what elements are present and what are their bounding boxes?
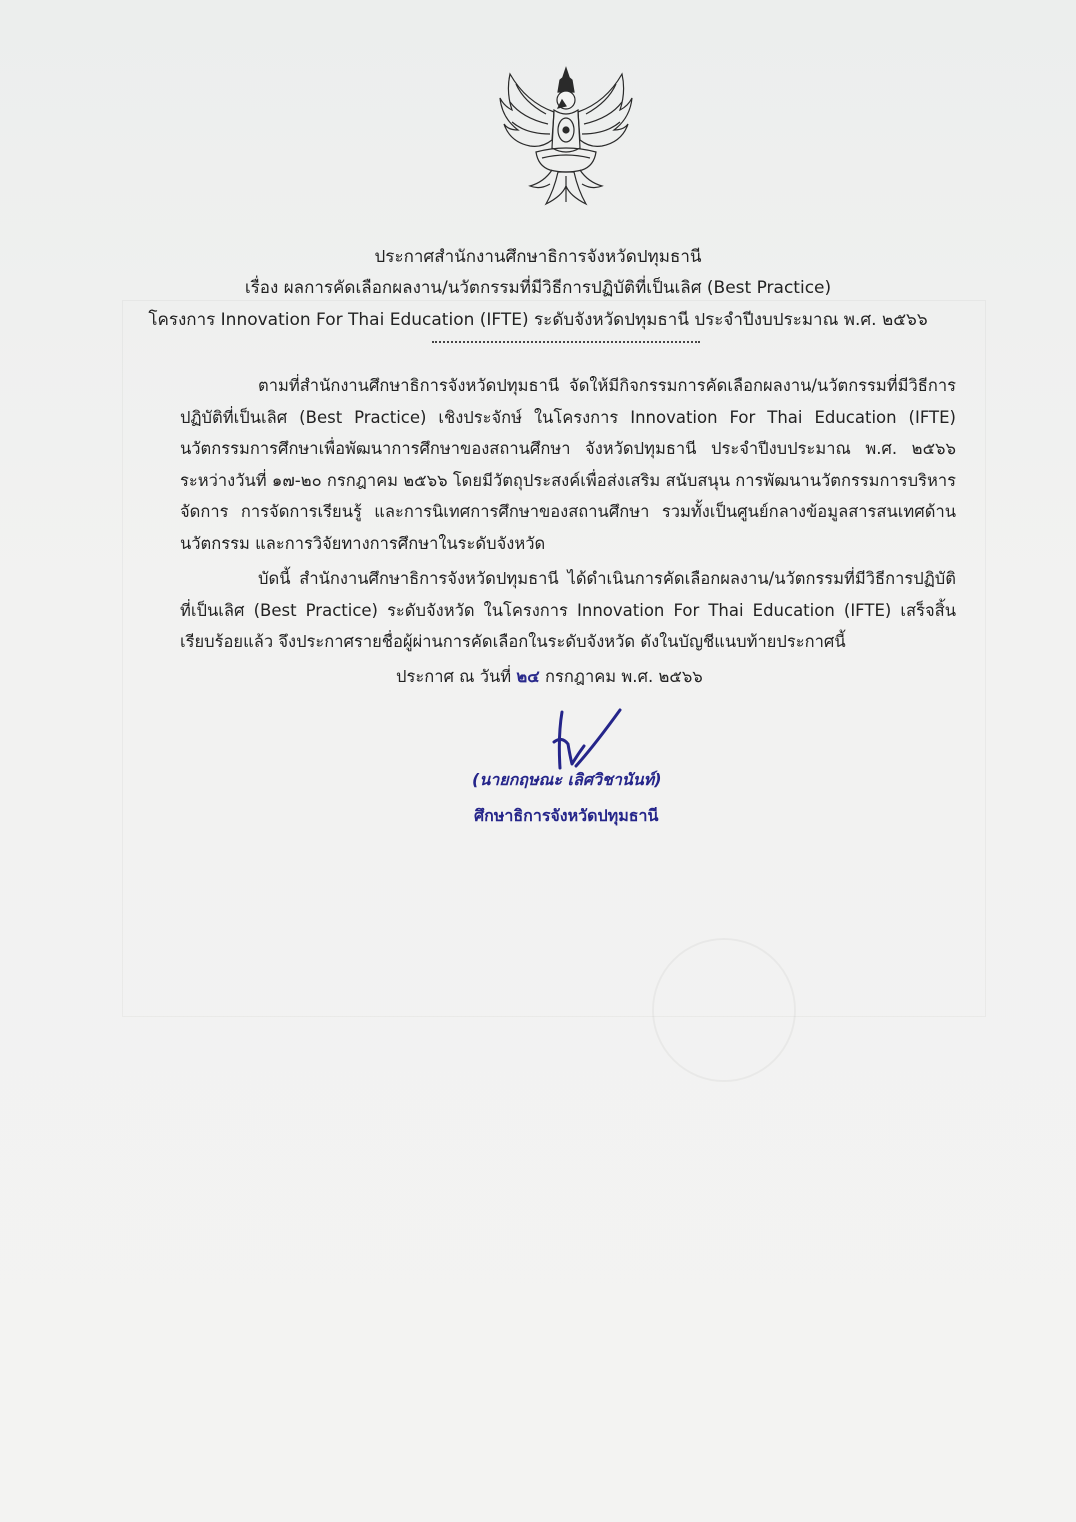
dotted-separator [432, 341, 700, 343]
date-day: ๒๔ [516, 667, 540, 686]
signatory-name: (นายกฤษณะ เลิศวิชานันท์) [472, 770, 662, 789]
bleed-through-seal [652, 938, 796, 1082]
body-paragraph-1: ตามที่สำนักงานศึกษาธิการจังหวัดปทุมธานี จัดให้มีกิจกรรมการคัดเลือกผลงาน/นวัตกรรมที่มีวิธีการปฏิบัติที่เป็นเลิศ (Best Practice) เชิงประจักษ์ ในโครงการ Innovation For Thai Education (IFTE) นวัตกรรมการศึกษาเพื่อพัฒนาการศึกษาของสถานศึกษา จังหวัดปทุมธานี ประจำปีงบประมาณ พ.ศ. ๒๕๖๖ ระหว่างวันที่ ๑๗-๒๐ กรกฎาคม ๒๕๖๖ โดยมีวัตถุประสงค์เพื่อส่งเสริม สนับสนุน การพัฒนานวัตกรรมการบริหารจัดการ การจัดการเรียนรู้ และการนิเทศการศึกษาของสถานศึกษา รวมทั้งเป็นศูนย์กลางข้อมูลสารสนเทศด้านนวัตกรรม และการวิจัยทางการศึกษาในระดับจังหวัด [180, 376, 956, 553]
announcement-subject: เรื่อง ผลการคัดเลือกผลงาน/นวัตกรรมที่มีวิธีการปฏิบัติที่เป็นเลิศ (Best Practice) [244, 278, 832, 298]
garuda-emblem-icon [496, 62, 636, 212]
announcement-title: ประกาศสำนักงานศึกษาธิการจังหวัดปทุมธานี [374, 247, 702, 267]
signatory-title: ศึกษาธิการจังหวัดปทุมธานี [474, 806, 659, 825]
date-suffix: กรกฎาคม พ.ศ. ๒๕๖๖ [545, 667, 703, 686]
announcement-project: โครงการ Innovation For Thai Education (IFTE) ระดับจังหวัดปทุมธานี ประจำปีงบประมาณ พ.ศ. ๒๕๖๖ [148, 310, 928, 330]
announcement-date [396, 664, 703, 690]
body-paragraph-2: บัดนี้ สำนักงานศึกษาธิการจังหวัดปทุมธานี ได้ดำเนินการคัดเลือกผลงาน/นวัตกรรมที่มีวิธีการปฏิบัติที่เป็นเลิศ (Best Practice) ระดับจังหวัด ในโครงการ Innovation For Thai Education (IFTE) เสร็จสิ้นเรียบร้อยแล้ว จึงประกาศรายชื่อผู้ผ่านการคัดเลือกในระดับจังหวัด ดังในบัญชีแนบท้ายประกาศนี้ [180, 569, 956, 651]
date-prefix: ประกาศ ณ วันที่ [396, 667, 512, 686]
